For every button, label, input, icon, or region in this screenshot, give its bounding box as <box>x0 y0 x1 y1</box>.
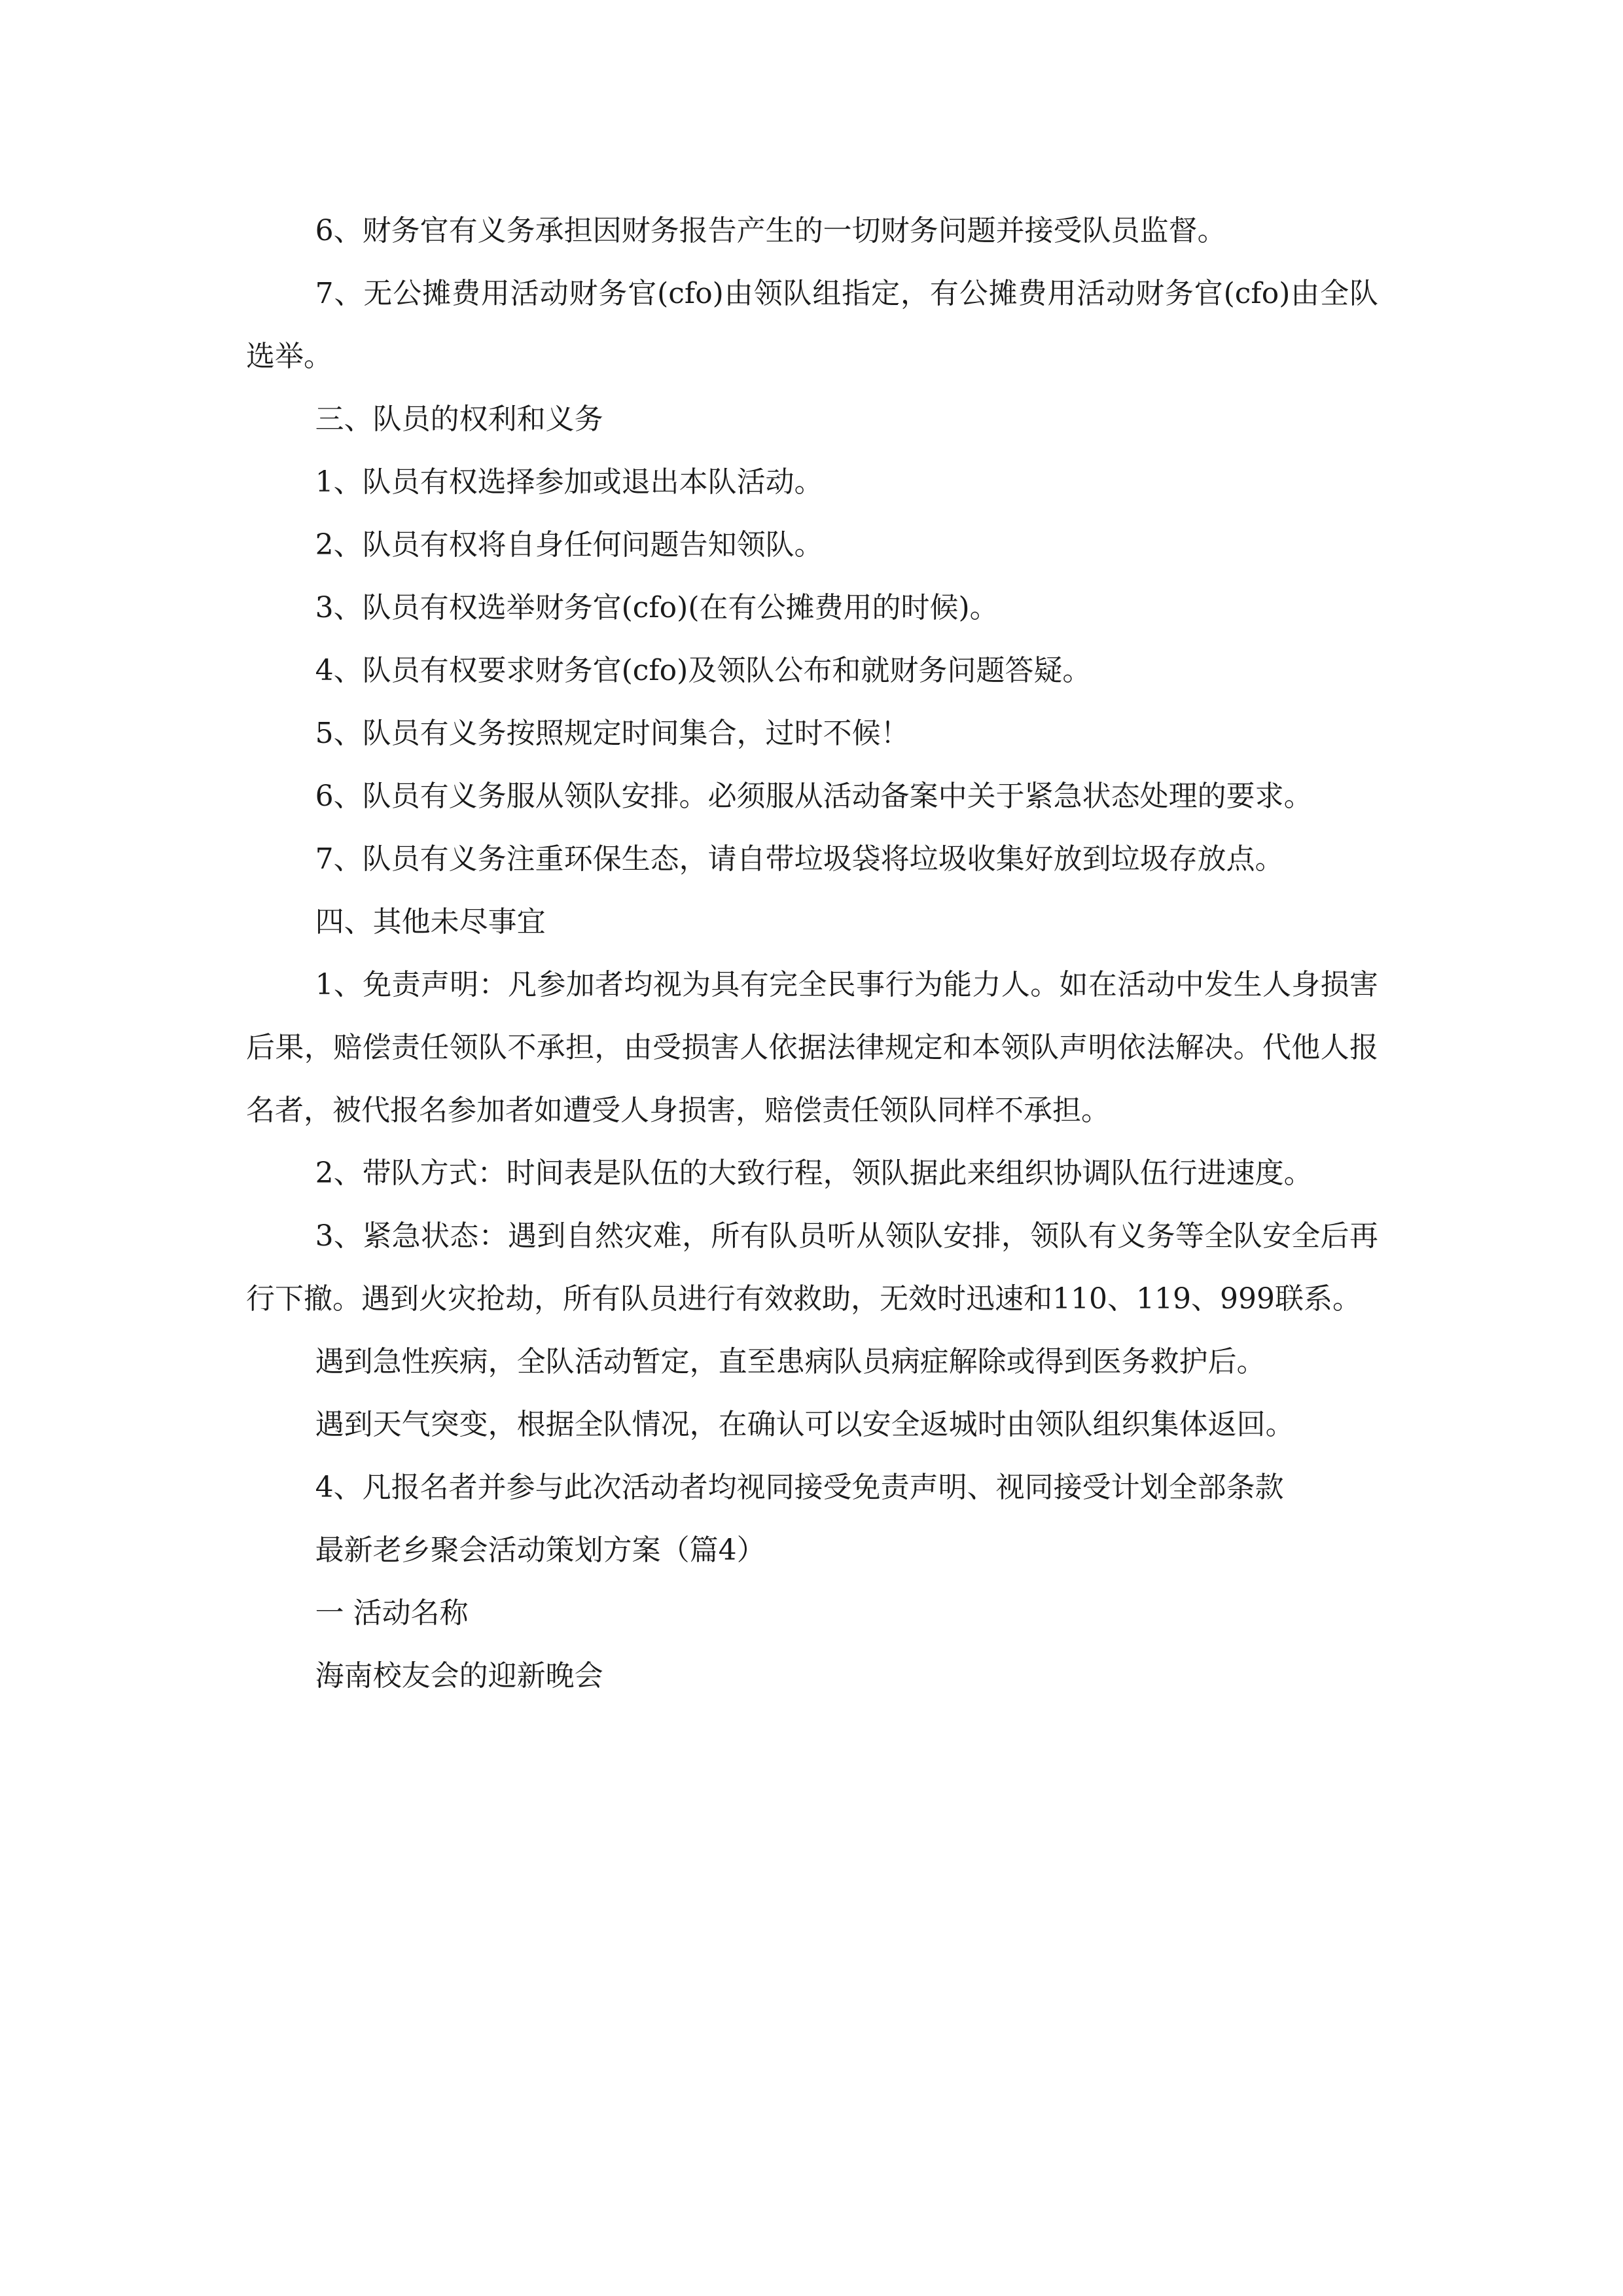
paragraph: 海南校友会的迎新晚会 <box>315 1659 603 1693</box>
paragraph: 4、队员有权要求财务官(cfo)及领队公布和就财务问题答疑。 <box>315 654 1092 687</box>
paragraph: 3、紧急状态：遇到自然灾难，所有队员听从领队安排，领队有义务等全队安全后再行下撤。遇到火灾抢劫，所有队员进行有效救助，无效时迅速和110、119、999联系。 <box>246 1219 1378 1316</box>
paragraph: 1、免责声明：凡参加者均视为具有完全民事行为能力人。如在活动中发生人身损害后果，赔偿责任领队不承担，由受损害人依据法律规定和本领队声明依法解决。代他人报名者，被代报名参加者如遭受人身损害，赔偿责任领队同样不承担。 <box>246 968 1378 1127</box>
document-body <box>246 200 1378 1708</box>
paragraph: 7、队员有义务注重环保生态，请自带垃圾袋将垃圾收集好放到垃圾存放点。 <box>315 842 1284 876</box>
paragraph: 遇到天气突变，根据全队情况，在确认可以安全返城时由领队组织集体返回。 <box>315 1408 1294 1441</box>
paragraph: 2、带队方式：时间表是队伍的大致行程，领队据此来组织协调队伍行进速度。 <box>315 1157 1313 1190</box>
article-title: 最新老乡聚会活动策划方案（篇4） <box>315 1534 766 1567</box>
paragraph: 7、无公摊费用活动财务官(cfo)由领队组指定，有公摊费用活动财务官(cfo)由全队选举。 <box>246 277 1378 373</box>
paragraph: 6、队员有义务服从领队安排。必须服从活动备案中关于紧急状态处理的要求。 <box>315 780 1313 813</box>
paragraph: 4、凡报名者并参与此次活动者均视同接受免责声明、视同接受计划全部条款 <box>315 1471 1284 1504</box>
section-heading: 一 活动名称 <box>315 1596 469 1630</box>
section-heading: 三、队员的权利和义务 <box>315 403 603 436</box>
paragraph: 5、队员有义务按照规定时间集合，过时不候！ <box>315 717 910 750</box>
paragraph: 1、队员有权选择参加或退出本队活动。 <box>315 465 823 499</box>
paragraph: 2、队员有权将自身任何问题告知领队。 <box>315 528 823 562</box>
section-heading: 四、其他未尽事宜 <box>315 905 546 939</box>
paragraph: 遇到急性疾病，全队活动暂定，直至患病队员病症解除或得到医务救护后。 <box>315 1345 1266 1378</box>
paragraph: 6、财务官有义务承担因财务报告产生的一切财务问题并接受队员监督。 <box>315 214 1226 247</box>
paragraph: 3、队员有权选举财务官(cfo)(在有公摊费用的时候)。 <box>315 591 999 624</box>
